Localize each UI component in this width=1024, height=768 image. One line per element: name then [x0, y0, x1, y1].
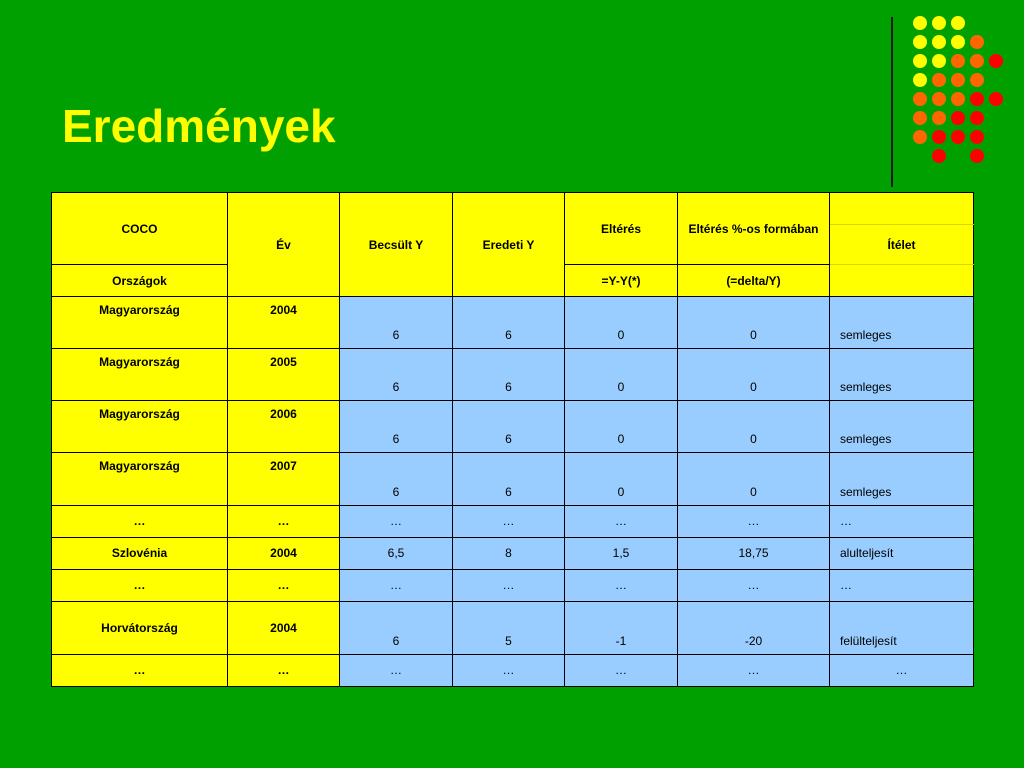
- table-row: [52, 453, 974, 505]
- dot-icon: [932, 111, 946, 125]
- verdict-cell: semleges: [830, 453, 974, 505]
- country-cell: Magyarország: [52, 401, 228, 453]
- year-cell: 2004: [228, 601, 340, 654]
- dot-icon: [932, 54, 946, 68]
- original-cell: …: [453, 569, 565, 601]
- percent-cell: …: [678, 569, 830, 601]
- percent-cell: 0: [678, 349, 830, 401]
- verdict-cell: …: [830, 505, 974, 537]
- year-cell: …: [228, 569, 340, 601]
- difference-cell: 0: [565, 349, 678, 401]
- table-row: [52, 569, 974, 601]
- estimated-cell: 6: [340, 349, 453, 401]
- difference-cell: 1,5: [565, 537, 678, 569]
- percent-cell: …: [678, 654, 830, 686]
- country-cell: …: [52, 654, 228, 686]
- estimated-cell: …: [340, 654, 453, 686]
- table-row: [52, 654, 974, 686]
- percent-cell: …: [678, 505, 830, 537]
- dot-icon: [913, 35, 927, 49]
- percent-cell: 0: [678, 401, 830, 453]
- header-eredeti-y: Eredeti Y: [453, 193, 565, 297]
- header-itelet: Ítélet: [830, 225, 974, 265]
- year-cell: 2004: [228, 297, 340, 349]
- percent-cell: 0: [678, 297, 830, 349]
- country-cell: …: [52, 505, 228, 537]
- year-cell: …: [228, 654, 340, 686]
- dot-icon: [970, 73, 984, 87]
- country-cell: Magyarország: [52, 453, 228, 505]
- year-cell: …: [228, 505, 340, 537]
- slide-title: Eredmények: [62, 100, 336, 152]
- difference-cell: 0: [565, 453, 678, 505]
- verdict-cell: …: [830, 654, 974, 686]
- estimated-cell: 6: [340, 601, 453, 654]
- dot-icon: [913, 54, 927, 68]
- difference-cell: -1: [565, 601, 678, 654]
- dot-icon: [970, 35, 984, 49]
- table-row: [52, 401, 974, 453]
- header-becsult-y: Becsült Y: [340, 193, 453, 297]
- dot-icon: [989, 92, 1003, 106]
- dot-icon: [970, 111, 984, 125]
- header-itelet-blank: [830, 265, 974, 297]
- original-cell: …: [453, 654, 565, 686]
- dot-icon: [951, 111, 965, 125]
- percent-cell: 0: [678, 453, 830, 505]
- header-itelet-blank: [830, 193, 974, 225]
- estimated-cell: …: [340, 505, 453, 537]
- dot-icon: [932, 35, 946, 49]
- year-cell: 2005: [228, 349, 340, 401]
- original-cell: 8: [453, 537, 565, 569]
- percent-cell: -20: [678, 601, 830, 654]
- header-elteres-formula: =Y-Y(*): [565, 265, 678, 297]
- difference-cell: 0: [565, 297, 678, 349]
- dot-icon: [932, 149, 946, 163]
- original-cell: …: [453, 505, 565, 537]
- header-elteres: Eltérés: [565, 193, 678, 265]
- dot-icon: [970, 92, 984, 106]
- dot-icon: [951, 130, 965, 144]
- dot-icon: [970, 54, 984, 68]
- table-row: [52, 505, 974, 537]
- estimated-cell: 6: [340, 453, 453, 505]
- dot-icon: [932, 130, 946, 144]
- estimated-cell: 6,5: [340, 537, 453, 569]
- estimated-cell: …: [340, 569, 453, 601]
- country-cell: Magyarország: [52, 349, 228, 401]
- difference-cell: 0: [565, 401, 678, 453]
- dot-icon: [951, 92, 965, 106]
- difference-cell: …: [565, 654, 678, 686]
- header-elteres-pct-formula: (=delta/Y): [678, 265, 830, 297]
- country-cell: Horvátország: [52, 601, 228, 654]
- dot-icon: [951, 35, 965, 49]
- header-ev: Év: [228, 193, 340, 297]
- table-row: [52, 297, 974, 349]
- dot-icon: [970, 149, 984, 163]
- verdict-cell: …: [830, 569, 974, 601]
- estimated-cell: 6: [340, 297, 453, 349]
- estimated-cell: 6: [340, 401, 453, 453]
- country-cell: …: [52, 569, 228, 601]
- dot-icon: [913, 92, 927, 106]
- dot-icon: [951, 73, 965, 87]
- dot-icon: [932, 92, 946, 106]
- dot-icon: [951, 54, 965, 68]
- table-row: [52, 349, 974, 401]
- year-cell: 2004: [228, 537, 340, 569]
- dot-icon: [913, 73, 927, 87]
- dot-icon: [951, 16, 965, 30]
- dot-icon: [913, 111, 927, 125]
- header-elteres-pct: Eltérés %-os formában: [678, 193, 830, 265]
- table-row: [52, 601, 974, 654]
- header-orszagok: Országok: [52, 265, 228, 297]
- original-cell: 6: [453, 297, 565, 349]
- original-cell: 6: [453, 401, 565, 453]
- header-coco: COCO: [52, 193, 228, 265]
- year-cell: 2007: [228, 453, 340, 505]
- difference-cell: …: [565, 505, 678, 537]
- dot-icon: [970, 130, 984, 144]
- percent-cell: 18,75: [678, 537, 830, 569]
- dot-icon: [932, 16, 946, 30]
- results-table: [51, 192, 974, 687]
- original-cell: 5: [453, 601, 565, 654]
- original-cell: 6: [453, 349, 565, 401]
- dot-icon: [932, 73, 946, 87]
- verdict-cell: felülteljesít: [830, 601, 974, 654]
- table-row: [52, 537, 974, 569]
- country-cell: Magyarország: [52, 297, 228, 349]
- verdict-cell: semleges: [830, 297, 974, 349]
- divider-line: [891, 17, 893, 187]
- dot-icon: [913, 16, 927, 30]
- verdict-cell: semleges: [830, 401, 974, 453]
- dot-icon: [989, 54, 1003, 68]
- dot-icon: [913, 130, 927, 144]
- original-cell: 6: [453, 453, 565, 505]
- difference-cell: …: [565, 569, 678, 601]
- year-cell: 2006: [228, 401, 340, 453]
- verdict-cell: alulteljesít: [830, 537, 974, 569]
- verdict-cell: semleges: [830, 349, 974, 401]
- country-cell: Szlovénia: [52, 537, 228, 569]
